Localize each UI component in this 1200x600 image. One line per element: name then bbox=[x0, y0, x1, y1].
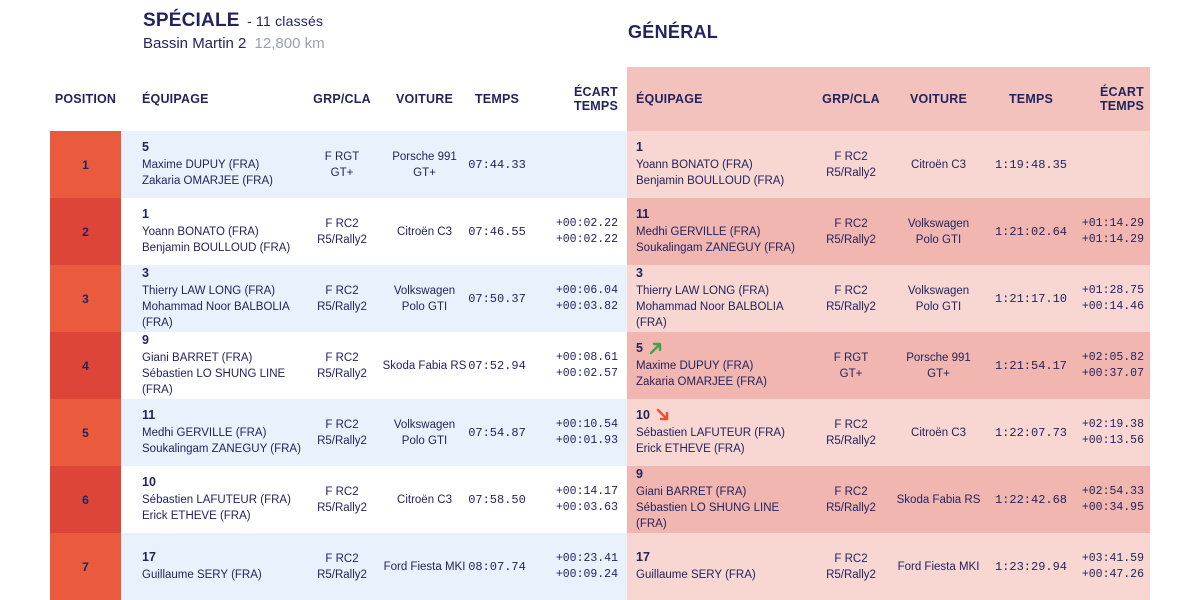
general-team-cell bbox=[627, 466, 811, 533]
special-team-cell bbox=[121, 399, 302, 466]
special-group-class-line-1: F RC2 bbox=[325, 284, 359, 297]
general-car-model-cell bbox=[891, 466, 986, 533]
general-car-model-cell bbox=[891, 332, 986, 399]
special-group-class-cell bbox=[302, 265, 382, 332]
general-car-number bbox=[636, 408, 811, 422]
special-car-model-cell bbox=[382, 332, 467, 399]
general-codriver-name: Erick ETHEVE (FRA) bbox=[636, 443, 745, 455]
general-group-class-line-2: GT+ bbox=[839, 367, 863, 380]
general-group-class-line-1: F RGT bbox=[833, 351, 869, 364]
general-team-cell bbox=[627, 198, 811, 265]
special-car-model-cell bbox=[382, 265, 467, 332]
special-group-class-cell bbox=[302, 466, 382, 533]
special-car-model-cell bbox=[382, 198, 467, 265]
general-car-number bbox=[636, 341, 811, 355]
special-codriver-name: Mohammad Noor BALBOLIA (FRA) bbox=[142, 301, 290, 329]
general-gap-line-1: +03:41.59 bbox=[1081, 551, 1144, 565]
general-car-model-line-1: Volkswagen bbox=[907, 217, 970, 230]
general-gap-line-1: +02:05.82 bbox=[1081, 350, 1144, 364]
general-group-class-line-1: F RC2 bbox=[834, 217, 868, 230]
table-row[interactable] bbox=[50, 399, 1150, 466]
special-gap-line-2: +00:03.63 bbox=[555, 500, 618, 514]
general-driver-name: Medhi GERVILLE (FRA) bbox=[636, 226, 761, 238]
car-number: 9 bbox=[142, 333, 149, 347]
general-gap-line-2: +00:47.26 bbox=[1081, 567, 1144, 581]
special-car-model-cell bbox=[382, 533, 467, 600]
special-gap-line-1: +00:02.22 bbox=[555, 216, 618, 230]
position-cell: 1 bbox=[50, 131, 121, 198]
general-gap-cell bbox=[1076, 399, 1150, 466]
classified-count: - 11 classés bbox=[247, 13, 324, 29]
general-group-class-line-2: R5/Rally2 bbox=[826, 501, 876, 514]
position-cell: 4 bbox=[50, 332, 121, 399]
general-car-model-cell bbox=[891, 533, 986, 600]
special-car-model-line-1: Citroën C3 bbox=[397, 493, 452, 506]
general-group-class-cell bbox=[811, 399, 891, 466]
general-time: 1:23:29.94 bbox=[986, 533, 1076, 600]
general-time: 1:21:54.17 bbox=[986, 332, 1076, 399]
special-driver-name: Giani BARRET (FRA) bbox=[142, 352, 253, 364]
stage-info bbox=[143, 35, 325, 52]
table-row[interactable] bbox=[50, 332, 1150, 399]
special-group-class-line-2: R5/Rally2 bbox=[317, 300, 367, 313]
col-header-car: VOITURE bbox=[396, 92, 453, 106]
general-driver-name: Maxime DUPUY (FRA) bbox=[636, 360, 754, 372]
special-gap-line-1: +00:06.04 bbox=[555, 283, 618, 297]
special-team-cell bbox=[121, 466, 302, 533]
special-time: 08:07.74 bbox=[467, 533, 527, 600]
general-title: GÉNÉRAL bbox=[628, 22, 719, 42]
special-driver-name: Maxime DUPUY (FRA) bbox=[142, 159, 260, 171]
general-group-class-line-1: F RC2 bbox=[834, 418, 868, 431]
special-group-class-line-1: F RC2 bbox=[325, 485, 359, 498]
special-car-number bbox=[142, 266, 302, 280]
special-car-model-line-2: Polo GTI bbox=[401, 434, 448, 447]
general-driver-name: Guillaume SERY (FRA) bbox=[636, 569, 756, 581]
special-group-class-cell bbox=[302, 399, 382, 466]
table-row[interactable] bbox=[50, 533, 1150, 600]
special-team-cell bbox=[121, 265, 302, 332]
special-driver-name: Thierry LAW LONG (FRA) bbox=[142, 285, 276, 297]
special-time: 07:50.37 bbox=[467, 265, 527, 332]
general-team-cell bbox=[627, 131, 811, 198]
special-gap-cell bbox=[527, 332, 627, 399]
position-cell: 7 bbox=[50, 533, 121, 600]
special-car-number bbox=[142, 207, 302, 221]
general-col-header-time: TEMPS bbox=[986, 67, 1076, 131]
special-time: 07:58.50 bbox=[467, 466, 527, 533]
special-driver-name: Guillaume SERY (FRA) bbox=[142, 569, 262, 581]
general-car-model-line-2: GT+ bbox=[927, 367, 950, 380]
car-number: 5 bbox=[636, 341, 643, 355]
special-car-model-line-1: Ford Fiesta MKI bbox=[383, 560, 466, 573]
general-group-class-cell bbox=[811, 198, 891, 265]
special-gap-cell bbox=[527, 399, 627, 466]
car-number: 11 bbox=[142, 408, 156, 422]
general-group-class-line-2: R5/Rally2 bbox=[826, 434, 876, 447]
special-group-class-line-2: GT+ bbox=[330, 166, 354, 179]
general-time: 1:19:48.35 bbox=[986, 131, 1076, 198]
special-car-model-cell bbox=[382, 399, 467, 466]
special-team-cell bbox=[121, 332, 302, 399]
col-header-time: TEMPS bbox=[474, 92, 520, 106]
special-group-class-line-2: R5/Rally2 bbox=[317, 367, 367, 380]
general-car-model-line-1: Volkswagen bbox=[907, 284, 970, 297]
general-group-class-line-2: R5/Rally2 bbox=[826, 233, 876, 246]
general-time: 1:21:17.10 bbox=[986, 265, 1076, 332]
general-time: 1:21:02.64 bbox=[986, 198, 1076, 265]
general-team-cell bbox=[627, 265, 811, 332]
col-header-grp: GRP/CLA bbox=[313, 92, 371, 106]
special-codriver-name: Sébastien LO SHUNG LINE (FRA) bbox=[142, 368, 286, 396]
general-col-header-car: VOITURE bbox=[891, 67, 986, 131]
general-group-class-cell bbox=[811, 265, 891, 332]
general-car-number bbox=[636, 140, 811, 154]
general-group-class-cell bbox=[811, 332, 891, 399]
special-car-model-cell bbox=[382, 131, 467, 198]
special-gap-line-2: +00:03.82 bbox=[555, 299, 618, 313]
results-table bbox=[50, 67, 1150, 600]
special-codriver-name: Benjamin BOULLOUD (FRA) bbox=[142, 242, 291, 254]
general-gap-line-2: +00:13.56 bbox=[1081, 433, 1144, 447]
general-group-class-line-2: R5/Rally2 bbox=[826, 568, 876, 581]
special-group-class-line-1: F RC2 bbox=[325, 552, 359, 565]
general-col-header-gap: ÉCART TEMPS bbox=[1076, 67, 1150, 131]
general-col-header-grp: GRP/CLA bbox=[811, 67, 891, 131]
special-group-class-line-1: F RGT bbox=[324, 150, 360, 163]
table-row[interactable] bbox=[50, 198, 1150, 265]
special-gap-line-1: +00:08.61 bbox=[555, 350, 618, 364]
general-car-model-line-2: Polo GTI bbox=[915, 300, 962, 313]
special-team-cell bbox=[121, 198, 302, 265]
special-car-model-line-2: GT+ bbox=[413, 166, 436, 179]
general-codriver-name: Mohammad Noor BALBOLIA (FRA) bbox=[636, 301, 784, 329]
general-codriver-name: Soukalingam ZANEGUY (FRA) bbox=[636, 242, 795, 254]
general-gap-line-1: +02:54.33 bbox=[1081, 484, 1144, 498]
general-gap-line-2: +00:34.95 bbox=[1081, 500, 1144, 514]
car-number: 3 bbox=[142, 266, 149, 280]
special-gap-line-2: +00:02.57 bbox=[555, 366, 618, 380]
special-group-class-line-2: R5/Rally2 bbox=[317, 434, 367, 447]
stage-distance: 12,800 km bbox=[254, 35, 325, 52]
general-car-model-cell bbox=[891, 198, 986, 265]
general-gap-cell bbox=[1076, 466, 1150, 533]
special-gap-cell bbox=[527, 198, 627, 265]
general-group-class-cell bbox=[811, 466, 891, 533]
special-codriver-name: Erick ETHEVE (FRA) bbox=[142, 510, 251, 522]
special-car-model-line-2: Polo GTI bbox=[401, 300, 448, 313]
trend-down-arrow-icon bbox=[656, 408, 670, 422]
general-driver-name: Giani BARRET (FRA) bbox=[636, 486, 747, 498]
general-car-number bbox=[636, 550, 811, 564]
car-number: 1 bbox=[636, 140, 643, 154]
table-row[interactable] bbox=[50, 265, 1150, 332]
general-codriver-name: Benjamin BOULLOUD (FRA) bbox=[636, 175, 785, 187]
table-row[interactable] bbox=[50, 466, 1150, 533]
general-team-cell bbox=[627, 399, 811, 466]
special-time: 07:44.33 bbox=[467, 131, 527, 198]
results-body bbox=[50, 131, 1150, 600]
special-team-cell bbox=[121, 131, 302, 198]
general-codriver-name: Sébastien LO SHUNG LINE (FRA) bbox=[636, 502, 780, 530]
general-gap-cell bbox=[1076, 533, 1150, 600]
special-car-model-line-1: Skoda Fabia RS bbox=[382, 359, 467, 372]
general-group-class-line-2: R5/Rally2 bbox=[826, 166, 876, 179]
general-gap-cell bbox=[1076, 332, 1150, 399]
special-codriver-name: Soukalingam ZANEGUY (FRA) bbox=[142, 443, 301, 455]
special-gap-cell bbox=[527, 466, 627, 533]
special-group-class-line-2: R5/Rally2 bbox=[317, 233, 367, 246]
special-gap-line-1: +00:10.54 bbox=[555, 417, 618, 431]
special-header bbox=[143, 10, 325, 52]
special-car-number bbox=[142, 333, 302, 347]
general-gap-cell bbox=[1076, 265, 1150, 332]
general-group-class-line-1: F RC2 bbox=[834, 150, 868, 163]
car-number: 9 bbox=[636, 467, 643, 481]
car-number: 11 bbox=[636, 207, 650, 221]
general-team-cell bbox=[627, 533, 811, 600]
position-cell: 3 bbox=[50, 265, 121, 332]
col-header-team: ÉQUIPAGE bbox=[142, 92, 209, 106]
stage-name: Bassin Martin 2 bbox=[143, 35, 247, 52]
special-driver-name: Yoann BONATO (FRA) bbox=[142, 226, 259, 238]
special-time: 07:52.94 bbox=[467, 332, 527, 399]
general-gap-cell bbox=[1076, 131, 1150, 198]
col-header-gap: ÉCART TEMPS bbox=[573, 85, 618, 113]
general-gap-line-1: +01:14.29 bbox=[1081, 216, 1144, 230]
col-header-position: POSITION bbox=[54, 92, 117, 106]
general-driver-name: Yoann BONATO (FRA) bbox=[636, 159, 753, 171]
general-team-cell bbox=[627, 332, 811, 399]
special-title-text: SPÉCIALE bbox=[143, 10, 240, 31]
special-driver-name: Sébastien LAFUTEUR (FRA) bbox=[142, 494, 291, 506]
special-gap-line-2: +00:09.24 bbox=[555, 567, 618, 581]
general-gap-cell bbox=[1076, 198, 1150, 265]
special-codriver-name: Zakaria OMARJEE (FRA) bbox=[142, 175, 273, 187]
general-group-class-line-1: F RC2 bbox=[834, 552, 868, 565]
general-codriver-name: Zakaria OMARJEE (FRA) bbox=[636, 376, 767, 388]
trend-up-arrow-icon bbox=[649, 341, 663, 355]
general-car-model-line-1: Ford Fiesta MKI bbox=[897, 560, 980, 573]
general-car-number bbox=[636, 207, 811, 221]
general-car-number bbox=[636, 467, 811, 481]
special-group-class-line-2: R5/Rally2 bbox=[317, 501, 367, 514]
special-car-model-cell bbox=[382, 466, 467, 533]
special-car-model-line-1: Porsche 991 bbox=[392, 150, 457, 163]
general-car-model-cell bbox=[891, 399, 986, 466]
position-cell: 5 bbox=[50, 399, 121, 466]
general-time: 1:22:07.73 bbox=[986, 399, 1076, 466]
general-group-class-line-2: R5/Rally2 bbox=[826, 300, 876, 313]
special-time: 07:46.55 bbox=[467, 198, 527, 265]
special-group-class-cell bbox=[302, 533, 382, 600]
special-car-number bbox=[142, 408, 302, 422]
car-number: 17 bbox=[142, 550, 156, 564]
special-gap-line-1: +00:14.17 bbox=[555, 484, 618, 498]
general-group-class-cell bbox=[811, 533, 891, 600]
car-number: 3 bbox=[636, 266, 643, 280]
special-group-class-line-1: F RC2 bbox=[325, 217, 359, 230]
car-number: 10 bbox=[142, 475, 156, 489]
general-time: 1:22:42.68 bbox=[986, 466, 1076, 533]
general-gap-line-2: +00:14.46 bbox=[1081, 299, 1144, 313]
general-group-class-line-1: F RC2 bbox=[834, 284, 868, 297]
special-title bbox=[143, 10, 325, 32]
general-gap-line-1: +01:28.75 bbox=[1081, 283, 1144, 297]
special-gap-line-1: +00:23.41 bbox=[555, 551, 618, 565]
special-gap-line-2: +00:02.22 bbox=[555, 232, 618, 246]
special-car-model-line-1: Volkswagen bbox=[393, 418, 456, 431]
special-driver-name: Medhi GERVILLE (FRA) bbox=[142, 427, 267, 439]
special-team-cell bbox=[121, 533, 302, 600]
general-car-model-line-1: Porsche 991 bbox=[906, 351, 971, 364]
general-car-model-line-1: Citroën C3 bbox=[911, 158, 966, 171]
special-gap-cell bbox=[527, 533, 627, 600]
general-gap-line-2: +00:37.07 bbox=[1081, 366, 1144, 380]
general-car-model-line-2: Polo GTI bbox=[915, 233, 962, 246]
special-group-class-cell bbox=[302, 332, 382, 399]
car-number: 10 bbox=[636, 408, 650, 422]
special-group-class-line-1: F RC2 bbox=[325, 418, 359, 431]
special-gap-cell bbox=[527, 265, 627, 332]
car-number: 17 bbox=[636, 550, 650, 564]
general-car-model-cell bbox=[891, 265, 986, 332]
general-car-number bbox=[636, 266, 811, 280]
car-number: 5 bbox=[142, 140, 149, 154]
special-time: 07:54.87 bbox=[467, 399, 527, 466]
general-gap-line-2: +01:14.29 bbox=[1081, 232, 1144, 246]
position-cell: 2 bbox=[50, 198, 121, 265]
general-driver-name: Thierry LAW LONG (FRA) bbox=[636, 285, 770, 297]
general-col-header-team: ÉQUIPAGE bbox=[627, 67, 811, 131]
special-car-number bbox=[142, 140, 302, 154]
general-car-model-line-1: Citroën C3 bbox=[911, 426, 966, 439]
general-car-model-cell bbox=[891, 131, 986, 198]
special-group-class-line-1: F RC2 bbox=[325, 351, 359, 364]
table-row[interactable] bbox=[50, 131, 1150, 198]
special-car-model-line-1: Citroën C3 bbox=[397, 225, 452, 238]
special-group-class-cell bbox=[302, 198, 382, 265]
general-car-model-line-1: Skoda Fabia RS bbox=[896, 493, 981, 506]
table-header-row bbox=[50, 67, 1150, 131]
special-group-class-cell bbox=[302, 131, 382, 198]
general-group-class-line-1: F RC2 bbox=[834, 485, 868, 498]
special-gap-cell bbox=[527, 131, 627, 198]
special-car-number bbox=[142, 475, 302, 489]
special-group-class-line-2: R5/Rally2 bbox=[317, 568, 367, 581]
position-cell: 6 bbox=[50, 466, 121, 533]
general-driver-name: Sébastien LAFUTEUR (FRA) bbox=[636, 427, 785, 439]
special-car-model-line-1: Volkswagen bbox=[393, 284, 456, 297]
general-gap-line-1: +02:19.38 bbox=[1081, 417, 1144, 431]
general-group-class-cell bbox=[811, 131, 891, 198]
special-car-number bbox=[142, 550, 302, 564]
car-number: 1 bbox=[142, 207, 149, 221]
special-gap-line-2: +00:01.93 bbox=[555, 433, 618, 447]
